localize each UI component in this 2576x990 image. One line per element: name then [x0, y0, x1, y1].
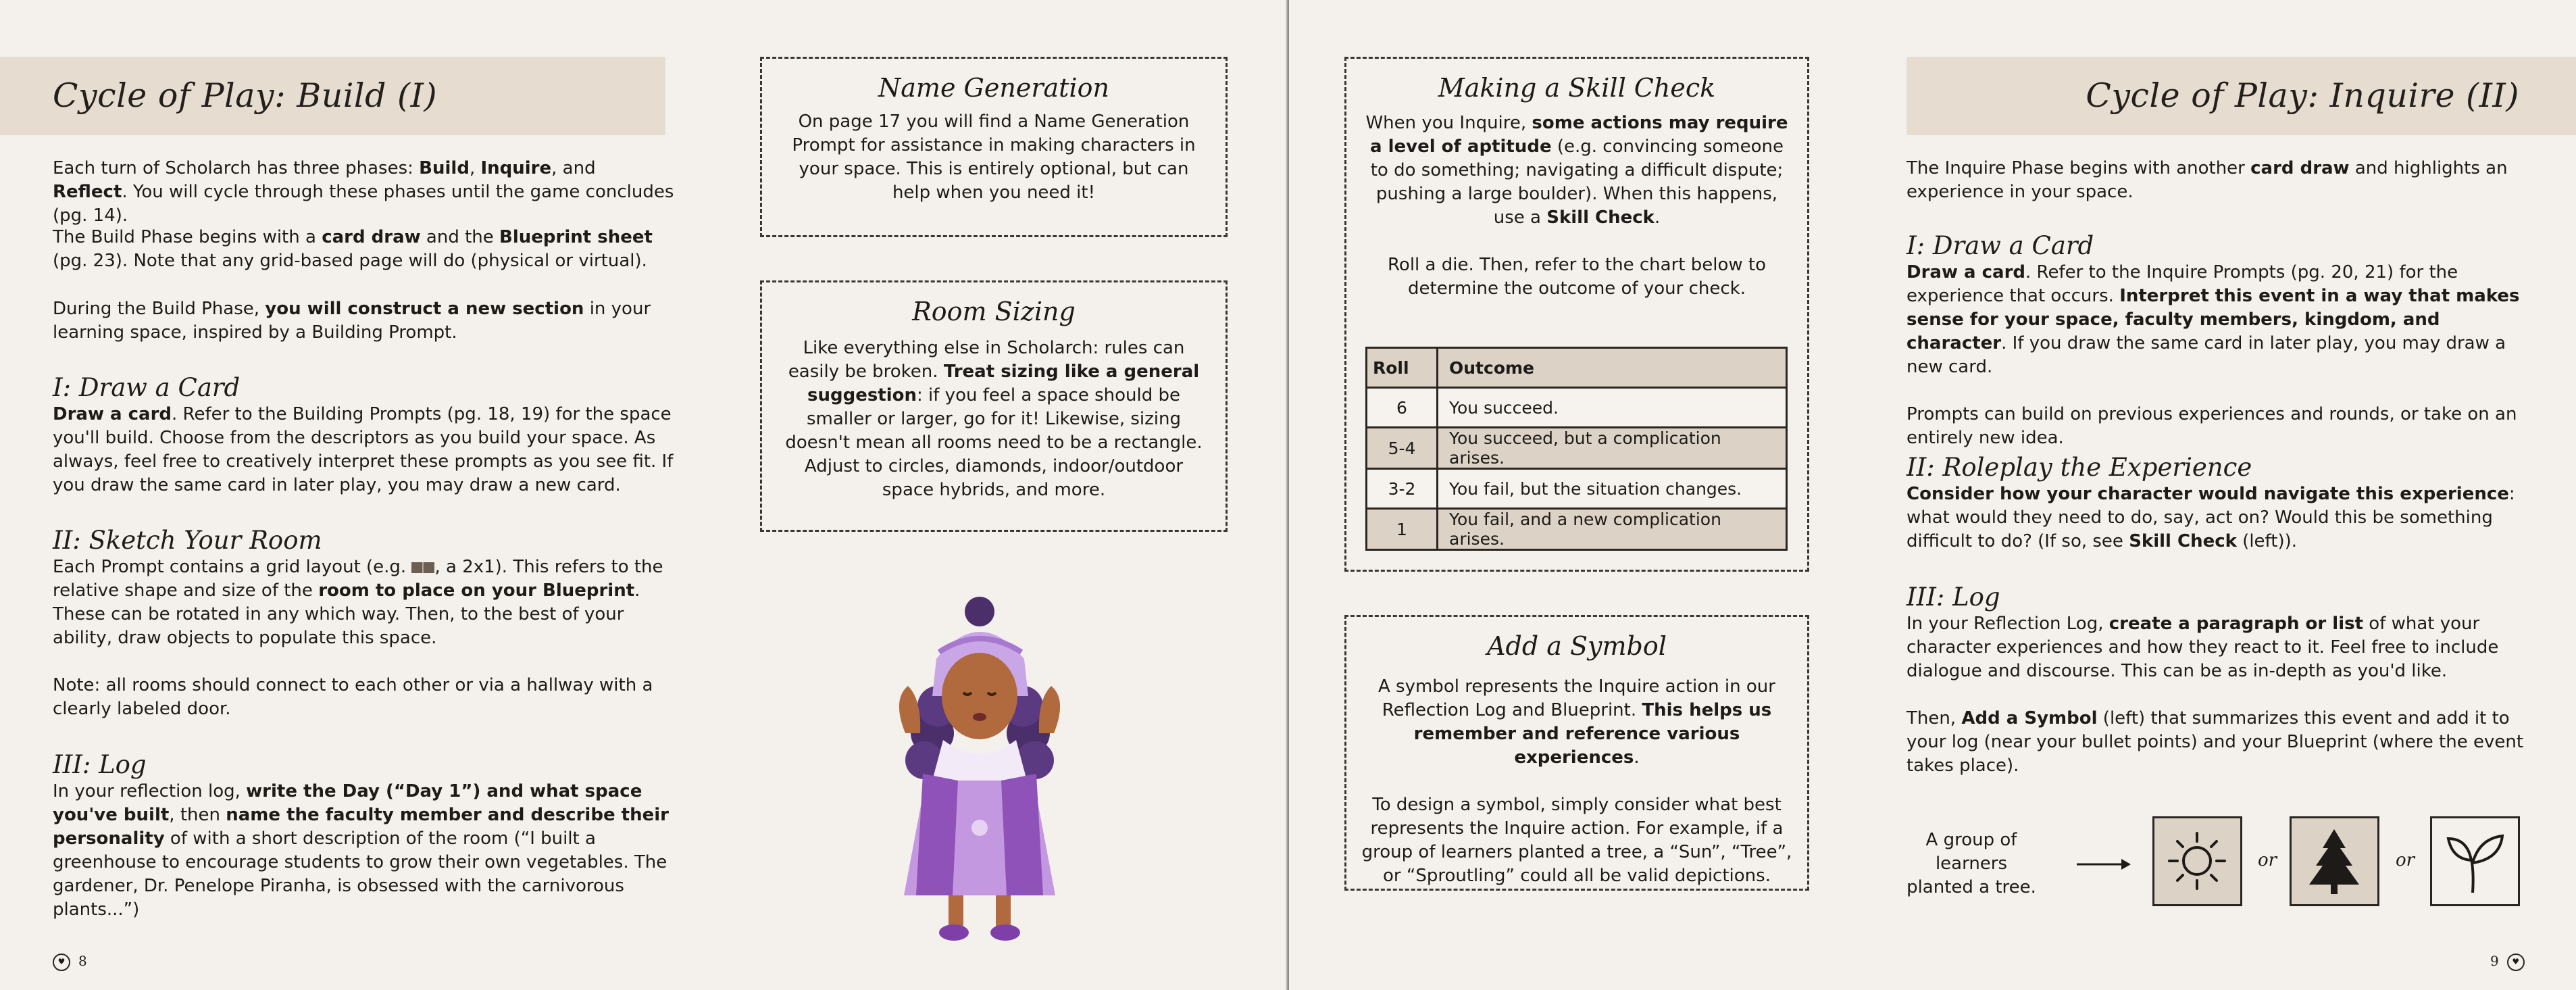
- scarf: [932, 740, 1027, 781]
- right-section1-extra: Prompts can build on previous experiences and rounds, or take on an entirely new idea.: [1906, 404, 2517, 448]
- grid-2x1-icon: [411, 562, 434, 573]
- coat-right: [1001, 774, 1043, 895]
- left-section3-text: In your reflection log, write the Day (“Day 1”) and what space you've built, then name the faculty member and describe their personality of with a short description of the room (“I built a greenhouse to encourage students to grow their own vegetables. The gardener, Dr. Penelope Piranha, is obsessed with the carnivorous plants...”): [53, 781, 669, 920]
- left-intro-1: Each turn of Scholarch has three phases: Build, Inquire, and Reflect. You will cycle through these phases until the game concludes (pg. 14).: [53, 158, 674, 226]
- table-row: 6 You succeed.: [1367, 388, 1787, 428]
- symbol-tree: [2290, 816, 2379, 906]
- pine-tree-icon: [2292, 818, 2377, 904]
- left-section-log: [53, 750, 674, 922]
- left-intro-2: The Build Phase begins with a card draw and the Blueprint sheet (pg. 23). Note that any grid-based page will do (physical or virtual).: [53, 227, 653, 271]
- left-section2-title: II: Sketch Your Room: [53, 526, 322, 555]
- skill-check-table: [1365, 347, 1788, 551]
- right-section-roleplay: [1906, 453, 2528, 553]
- table-row: 3-2 You fail, but the situation changes.: [1367, 469, 1787, 509]
- room-sizing-title: Room Sizing: [912, 297, 1076, 326]
- left-section-draw-card: [53, 373, 674, 497]
- add-symbol-text: A symbol represents the Inquire action in our Reflection Log and Blueprint. This helps us remember and reference various experiences.: [1378, 676, 1775, 768]
- left-section2-text: Each Prompt contains a grid layout (e.g. , a 2x1). This refers to the relative shape and size of the room to place on your Blueprint. These can be rotated in any which way. Then, to the best of your ability, draw objects to populate this space.: [53, 557, 663, 648]
- arrow-right-icon: [2077, 856, 2131, 873]
- skill-check-text-2: Roll a die. Then, refer to the chart below to determine the outcome of your check.: [1388, 255, 1766, 299]
- right-section1-title: I: Draw a Card: [1906, 231, 2094, 260]
- right-section3-title: III: Log: [1906, 583, 2000, 612]
- sun-icon: [2154, 818, 2240, 904]
- add-symbol-title: Add a Symbol: [1487, 631, 1667, 661]
- skill-check-title: Making a Skill Check: [1438, 73, 1716, 103]
- right-section1-text: Draw a card. Refer to the Inquire Prompts (pg. 20, 21) for the experience that occurs. Interpret this event in a way that makes sense for your space, faculty members, kingdom, and character. If you draw the same card in later play, you may draw a new card.: [1906, 262, 2520, 377]
- example-caption: A group of learners planted a tree.: [1906, 830, 2036, 897]
- table-header-roll: Roll: [1367, 348, 1438, 388]
- right-section-log: [1906, 583, 2528, 778]
- name-generation-text: On page 17 you will find a Name Generation Prompt for assistance in making characters in your space. This is entirely optional, but can help when you need it!: [792, 112, 1196, 203]
- left-section1-text: Draw a card. Refer to the Building Prompts (pg. 18, 19) for the space you'll build. Choose from the descriptors as you build your space. As always, feel free to creatively interpret these prompts as you see fit. If you draw the same card in later play, you may draw a new card.: [53, 404, 674, 495]
- left-heading-band: [0, 57, 665, 135]
- right-section-draw-card: [1906, 231, 2528, 450]
- left-page-number: ♥ 8: [53, 953, 87, 971]
- left-section-sketch-room: [53, 526, 674, 721]
- right-section3-text: In your Reflection Log, create a paragraph or list of what your character experiences and how they react to it. Feel free to include dialogue and discourse. This can be as in-depth as you'd like.: [1906, 614, 2499, 681]
- add-symbol-box: [1344, 615, 1809, 891]
- right-page-number: 9 ♥: [2490, 953, 2525, 971]
- left-page-title: Cycle of Play: Build (I): [53, 76, 438, 115]
- name-generation-box: [760, 57, 1228, 237]
- room-sizing-box: [760, 280, 1228, 532]
- left-section2-note: Note: all rooms should connect to each other or via a hallway with a clearly labeled door.: [53, 675, 653, 719]
- name-generation-title: Name Generation: [878, 73, 1109, 103]
- left-section1-title: I: Draw a Card: [53, 373, 241, 402]
- page-ornament-icon: ♥: [53, 954, 70, 971]
- right-page-title: Cycle of Play: Inquire (II): [2086, 76, 2519, 115]
- right-section2-text: Consider how your character would navigate this experience: what would they need to do, say, act on? Would this be something difficult to do? (If so, see Skill Check (left)).: [1906, 484, 2515, 551]
- skill-check-text: When you Inquire, some actions may require a level of aptitude (e.g. convincing someone to do something; navigating a difficult dispute; pushing a large boulder). When this happens, use a Skill Check.: [1365, 113, 1788, 228]
- character-illustration: [878, 578, 1081, 943]
- coat-left: [916, 774, 958, 895]
- hair-bun: [965, 597, 994, 626]
- face: [942, 653, 1017, 739]
- or-word-1: or: [2258, 850, 2277, 870]
- right-intro: The Inquire Phase begins with another card draw and highlights an experience in your space.: [1906, 158, 2508, 202]
- right-section3-extra: Then, Add a Symbol (left) that summarizes this event and add it to your log (near your bullet points) and your Blueprint (where the event takes place).: [1906, 708, 2524, 776]
- table-row: 1 You fail, and a new complication arises.: [1367, 509, 1787, 550]
- or-word-2: or: [2396, 850, 2415, 870]
- left-section3-title: III: Log: [53, 750, 147, 779]
- add-symbol-text-2: To design a symbol, simply consider what best represents the Inquire action. For example, if a group of learners planted a tree, a “Sun”, “Tree”, or “Sproutling” could all be valid depictions.: [1361, 795, 1792, 886]
- symbol-sprout: [2430, 816, 2520, 906]
- right-heading-band: [1906, 57, 2576, 135]
- left-page: [0, 0, 1287, 990]
- right-page: [1289, 0, 2576, 990]
- right-hand: [1039, 686, 1060, 733]
- right-shoe: [990, 924, 1020, 941]
- right-section2-title: II: Roleplay the Experience: [1906, 453, 2252, 482]
- page-ornament-icon: ♥: [2507, 954, 2525, 971]
- left-hand: [899, 686, 920, 733]
- table-header-outcome: Outcome: [1438, 348, 1787, 388]
- symbol-sun: [2152, 816, 2242, 906]
- left-shoe: [939, 924, 969, 941]
- room-sizing-text: Like everything else in Scholarch: rules can easily be broken. Treat sizing like a general suggestion: if you feel a space should be smaller or larger, go for it! Likewise, sizing doesn't mean all rooms need to be a rectangle. Adjust to circles, diamonds, indoor/outdoor space hybrids, and more.: [785, 338, 1203, 500]
- sprout-icon: [2432, 818, 2518, 904]
- table-row: 5-4 You succeed, but a complication arises.: [1367, 428, 1787, 469]
- left-intro-3: During the Build Phase, you will construct a new section in your learning space, inspired by a Building Prompt.: [53, 299, 651, 343]
